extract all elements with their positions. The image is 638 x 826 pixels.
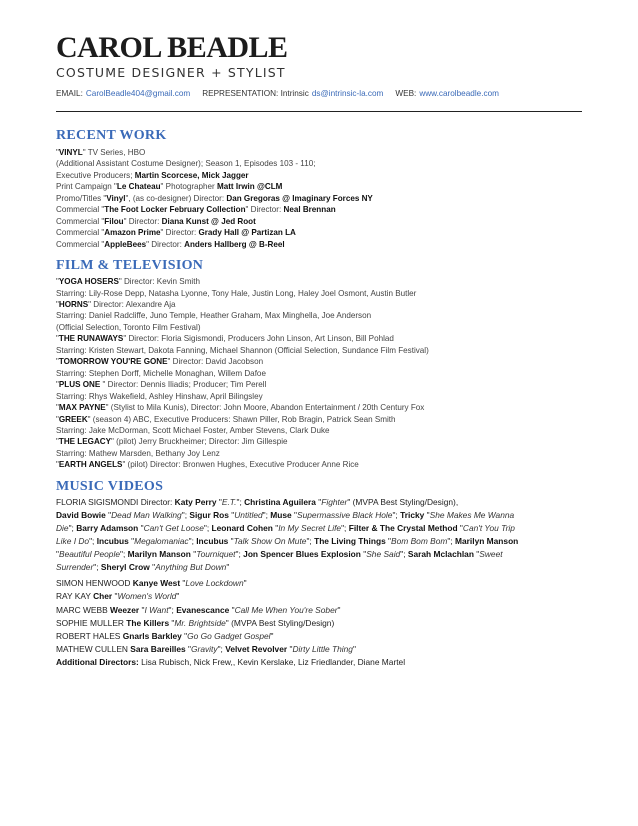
credit-text: " [180,578,186,589]
credit-text: "; [181,509,190,520]
music-videos-list [56,496,584,669]
credit-text: "; [306,536,315,547]
song-title: She Said [366,549,401,560]
credit-highlight: VINYL [58,148,83,157]
artist-name: Christina Aguilera [244,496,316,507]
recent-work-section [56,127,584,250]
list-item [56,561,584,574]
credit-text: "; [400,549,408,560]
credit-text: " Director: Kevin Smith [118,277,200,287]
credit-text: " [216,496,222,507]
list-item [56,181,584,192]
credit-text: " [185,643,192,654]
film-tv-section [56,257,584,471]
credit-text: SOPHIE MULLER [56,617,127,628]
film-tv-list [56,276,584,471]
artist-name: Gnarls Barkley [122,630,182,641]
credit-highlight: Dan Gregoras @ Imaginary Forces NY [226,193,373,203]
artist-name: Incubus [96,536,129,547]
credit-text: " [337,604,341,615]
list-item [56,496,584,509]
credit-text: Starring: Lily-Rose Depp, Natasha Lyonne, Tony Hale, Justin Long, Haley Joel Osmont, Austin Butler [56,288,417,298]
credit-text: " [228,536,234,547]
website-link[interactable]: www.carolbeadle.com [419,89,499,98]
credit-text: " Director: Dennis Iliadis; Producer; Tim Perell [100,380,267,390]
artist-name: Tricky [400,509,425,520]
credit-text: " [473,549,480,560]
web-label: WEB: [395,89,417,98]
artist-name: Evanescance [176,604,230,615]
credit-text: " (MVPA Best Styling/Design), [347,496,459,507]
song-title: I Want [144,604,169,615]
credit-text: " [243,578,247,589]
credit-text: "; [203,522,212,533]
credit-text: "; [262,509,271,520]
credit-text: " [291,509,298,520]
artist-name: Muse [270,509,292,520]
credit-highlight: Grady Hall @ Partizan LA [198,228,296,238]
list-item [56,345,584,356]
credit-text: " [139,604,145,615]
credit-text: " [56,299,59,309]
subtitle: COSTUME DESIGNER + STYLIST [56,65,286,80]
list-item [56,239,584,250]
artist-name: Sheryl Crow [100,562,150,573]
list-item [56,459,584,470]
credit-text: " [149,562,156,573]
credit-text: "; [447,536,456,547]
song-title: Die [56,522,69,533]
song-title: She Makes Me Wanna [429,509,515,520]
list-item [56,158,584,169]
artist-name: Barry Adamson [76,522,139,533]
song-title: Supermassive Black Hole [297,509,393,520]
credit-text: ROBERT HALES [56,630,123,641]
song-title: In My Secret Life [278,522,342,533]
credit-text: Starring: Rhys Wakefield, Ashley Hinshaw, April Bilingsley [56,391,263,401]
credit-text: " [56,414,59,424]
email-link[interactable]: CarolBeadle404@gmail.com [85,89,191,98]
credit-text: " [169,617,175,628]
credit-text: "; [341,522,349,533]
list-item [56,425,584,436]
song-title: Untitled [234,509,263,520]
credit-text: " [287,643,293,654]
song-title: Dead Man Walking [111,509,182,520]
content [56,127,584,669]
song-title: Tourniquet [196,549,236,560]
artist-name: Marilyn Manson [455,536,519,547]
list-item [56,368,584,379]
list-item [56,276,584,287]
list-item [56,590,584,603]
credit-text: Starring: Kristen Stewart, Dakota Fanning, Michael Shannon (Official Selection, Sundance Film Festival) [56,345,429,355]
artist-name: Kanye West [132,578,181,589]
credit-text: " (pilot) Director: Bronwen Hughes, Executive Producer Anne Rice [122,460,359,470]
credit-text: Commercial " [56,239,105,249]
recent-work-heading: RECENT WORK [56,128,167,143]
list-item [56,333,584,344]
list-item [56,509,584,522]
artist-name: The Living Things [314,536,386,547]
credit-text: " [112,591,118,602]
credit-highlight: MAX PAYNE [58,403,106,413]
list-item [56,643,584,656]
artist-name: The Killers [126,617,170,628]
page-title: CAROL BEADLE [56,31,288,64]
credit-highlight: EARTH ANGELS [58,460,123,470]
credit-text: " [226,562,230,573]
list-item [56,617,584,630]
song-title: Call Me When You're Sober [234,604,338,615]
credit-text: " [270,630,274,641]
song-title: Fighter [321,496,348,507]
credit-text: Starring: Mathew Marsden, Bethany Joy Lenz [56,448,220,458]
artist-name: Katy Perry [174,496,217,507]
credit-text: MARC WEBB [56,604,110,615]
list-item [56,391,584,402]
artist-name: Marilyn Manson [127,549,191,560]
credit-highlight: Anders Hallberg @ B-Reel [184,239,285,249]
list-item [56,402,584,413]
contact-line [56,88,584,99]
list-item [56,227,584,238]
list-item [56,577,584,590]
song-title: Go Go Gadget Gospel [187,630,271,641]
credit-text: " (MVPA Best Styling/Design) [225,617,335,628]
artist-name: Additional Directors: [56,656,139,667]
credit-text: " Director: [146,239,185,249]
representation-email-link[interactable]: ds@intrinsic-la.com [311,89,384,98]
credit-highlight: Filou [104,216,124,226]
credit-text: " Director: [160,228,199,238]
credit-text: " [56,549,59,560]
song-title: Talk Show On Mute [233,536,307,547]
list-item [56,147,584,158]
credit-text: " [56,148,59,157]
song-title: Anything But Down [155,562,227,573]
credit-text: (Official Selection, Toronto Film Festival) [56,322,201,332]
credit-text: Starring: Jake McDorman, Scott Michael Foster, Amber Stevens, Clark Duke [56,425,330,435]
credit-text: " [56,380,59,390]
credit-text: RAY KAY [56,591,94,602]
credit-text: " [56,460,59,470]
recent-work-list [56,147,584,250]
credit-text: " Director: [245,205,284,215]
credit-highlight: PLUS ONE [58,380,101,390]
song-title: Bom Bom Bom [391,536,448,547]
song-title: Women's World [117,591,177,602]
credit-highlight: Le Chateau [116,182,161,192]
list-item [56,193,584,204]
song-title: Like I Do [56,536,90,547]
credit-text: " (Stylist to Mila Kunis), Director: John Moore, Abandon Entertainment / 20th Century Fox [105,403,425,413]
list-item [56,630,584,643]
credit-text: " [228,509,235,520]
list-item [56,310,584,321]
artist-name: Sarah Mclachlan [407,549,474,560]
list-item [56,436,584,447]
credit-text: "; [68,522,77,533]
credit-text: Commercial " [56,228,105,238]
credit-text: "; [168,604,177,615]
credit-text: Print Campaign " [56,182,117,192]
credit-text: " [128,536,135,547]
list-item [56,535,584,548]
credit-text: " [385,536,392,547]
email-label: EMAIL: [56,89,83,98]
list-item [56,414,584,425]
song-title: Beautiful People [58,549,120,560]
credit-text: Promo/Titles " [56,193,107,203]
credit-text: MATHEW CULLEN [56,643,131,654]
header-divider [56,111,582,112]
credit-text: "; [89,536,97,547]
song-title: Mr. Brightside [174,617,226,628]
credit-highlight: Neal Brennan [283,205,336,215]
credit-text: " (pilot) Jerry Bruckheimer; Director: Jim Gillespie [111,437,288,447]
artist-name: Incubus [196,536,229,547]
credit-text: Starring: Stephen Dorff, Michelle Monaghan, Willem Dafoe [56,368,266,378]
credit-highlight: Diana Kunst @ Jed Root [161,216,256,226]
credit-text: " [105,509,112,520]
list-item [56,356,584,367]
credit-text: " Director: [123,216,162,226]
credit-text: " TV Series, HBO [82,148,146,157]
list-item [56,288,584,299]
music-videos-section [56,478,584,669]
song-title: Can't Get Loose [143,522,204,533]
credit-text: Lisa Rubisch, Nick Frew,, Kevin Kerslake, Liz Friedlander, Diane Martel [138,656,406,667]
credit-text: SIMON HENWOOD [56,578,133,589]
credit-text: " [56,403,59,413]
artist-name: Jon Spencer Blues Explosion [243,549,361,560]
credit-text: FLORIA SIGISMONDI Director: [56,496,175,507]
credit-text: " [360,549,367,560]
list-item [56,448,584,459]
credit-text: Starring: Daniel Radcliffe, Juno Temple, Heather Graham, Max Minghella, Joe Anderson [56,311,372,321]
credit-text: (Additional Assistant Costume Designer); Season 1, Episodes 103 - 110; [56,159,316,169]
credit-highlight: The Foot Locker February Collection [104,205,246,215]
song-title: Dirty Little Thing [292,643,353,654]
credit-text: "; [93,562,101,573]
list-item [56,170,584,181]
credit-highlight: TOMORROW YOU'RE GONE [58,357,168,367]
credit-text: Commercial " [56,205,105,215]
song-title: Megalomaniac [134,536,189,547]
list-item [56,522,584,535]
artist-name: Cher [93,591,113,602]
credit-text: " [176,591,180,602]
list-item [56,322,584,333]
artist-name: Sigur Ros [189,509,229,520]
credit-text: " [457,522,463,533]
credit-text: " [190,549,197,560]
film-tv-heading: FILM & TELEVISION [56,258,204,274]
credit-text: "; [188,536,197,547]
credit-text: " Director: Floria Sigismondi, Producers John Linson, Art Linson, Bill Pohlad [123,334,394,344]
credit-highlight: HORNS [58,299,89,309]
credit-highlight: THE RUNAWAYS [58,334,124,344]
artist-name: Weezer [109,604,140,615]
credit-text: "; [119,549,128,560]
list-item [56,299,584,310]
credit-text: "; [236,496,245,507]
credit-text: " [56,277,59,287]
credit-text: " Director: David Jacobson [167,357,264,367]
credit-text: " [352,643,356,654]
credit-highlight: Amazon Prime [104,228,161,238]
list-item [56,604,584,617]
song-title: E.T. [221,496,237,507]
credit-text: " [56,437,59,447]
credit-text: " [56,357,59,367]
list-item [56,379,584,390]
credit-text: " Photographer [160,182,217,192]
credit-text: " [424,509,430,520]
credit-text: " [181,630,188,641]
artist-name: Sara Bareilles [130,643,186,654]
song-title: Gravity [191,643,218,654]
credit-text: Executive Producers; [56,170,135,180]
credit-text: "; [235,549,244,560]
credit-text: " [229,604,235,615]
credit-text: " [138,522,144,533]
credit-highlight: THE LEGACY [58,437,112,447]
list-item [56,216,584,227]
credit-highlight: AppleBees [104,239,147,249]
credit-highlight: YOGA HOSERS [58,277,119,287]
artist-name: Filter & The Crystal Method [348,522,458,533]
song-title: Can't You Trip [462,522,515,533]
resume-page [56,28,584,99]
credit-text: "; [392,509,401,520]
credit-highlight: Matt Irwin @CLM [216,182,283,192]
music-videos-heading: MUSIC VIDEOS [56,478,164,494]
credit-text: ", (as co-designer) Director: [125,193,227,203]
artist-name: Velvet Revolver [225,643,288,654]
song-title: Love Lockdown [185,578,244,589]
song-title: Surrender [56,562,94,573]
credit-text: " [272,522,279,533]
list-item [56,548,584,561]
credit-highlight: Vinyl [106,193,126,203]
credit-text: " (season 4) ABC, Executive Producers: Shawn Piller, Rob Bragin, Patrick Sean Smith [87,414,396,424]
representation-label: REPRESENTATION: Intrinsic [202,89,309,98]
credit-text: " [56,334,59,344]
credit-highlight: Martin Scorcese, Mick Jagger [134,170,249,180]
list-item [56,204,584,215]
credit-highlight: GREEK [58,414,88,424]
artist-name: Leonard Cohen [211,522,273,533]
list-item [56,656,584,669]
song-title: Sweet [479,549,503,560]
credit-text: Commercial " [56,216,105,226]
credit-text: "; [217,643,226,654]
credit-text: " Director: Alexandre Aja [88,299,176,309]
credit-text: " [315,496,322,507]
artist-name: David Bowie [56,509,106,520]
